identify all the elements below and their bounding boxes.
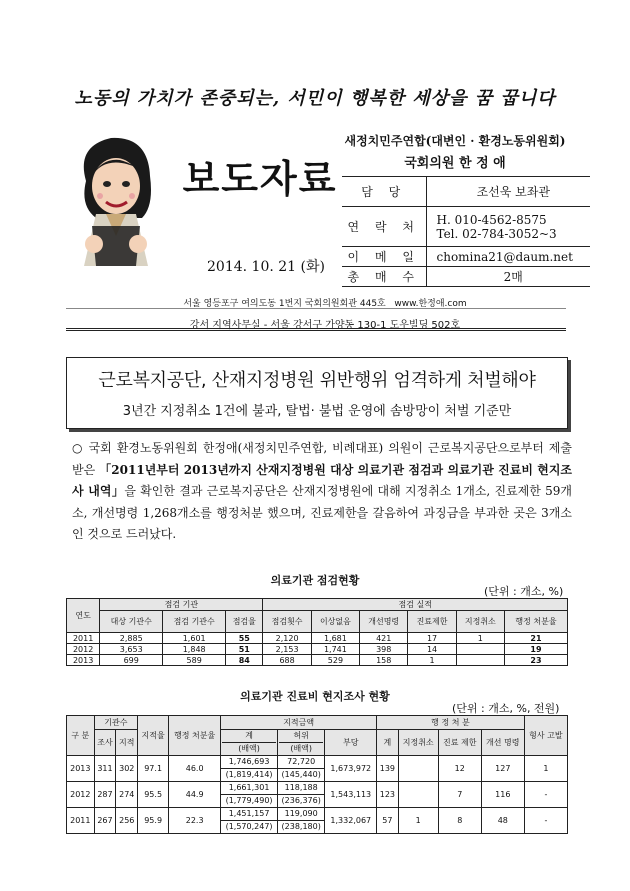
contact-key: 담 당 [342,177,426,207]
cell-sub: (238,180) [278,820,325,833]
cell-main: 119,090 [284,809,318,818]
tel-number: Tel. 02-784-3052~3 [436,226,557,241]
cell: 116 [481,782,524,808]
cell-sub: (145,440) [278,768,325,781]
col-header: 구 분 [67,716,95,756]
cell-main: 1,661,301 [228,783,270,792]
cell-main: 1,746,693 [228,757,270,766]
cell: 1 [524,756,567,782]
table-row [67,782,568,808]
table2-unit: (단위 : 개소, %, 전원) [452,702,560,715]
billing-survey-table [66,715,568,834]
col-group-header: 기관수 [94,716,138,730]
cell: 1 [408,655,456,666]
cell: 256 [116,808,138,834]
cell: 287 [94,782,116,808]
cell: - [524,782,567,808]
cell: 2013 [67,655,100,666]
cell: 699 [100,655,163,666]
col-header: 진료 제한 [438,730,481,756]
col-header: 개선명령 [360,611,408,633]
col-header: 점검횟수 [263,611,311,633]
cell: 3,653 [100,644,163,655]
cell [456,655,504,666]
cell [221,808,278,834]
cell-sub: (236,376) [278,794,325,807]
cell: 589 [163,655,226,666]
table-row [67,633,568,644]
col-header: 부당 [325,730,377,756]
slogan: 노동의 가치가 존중되는, 서민이 행복한 세상을 꿈 꿉니다 [74,88,556,109]
headline-box [66,357,568,429]
col-header: 계 [377,730,399,756]
col-header: 형사 고발 [524,716,567,756]
cell: 22.3 [169,808,221,834]
col-header: 지정취소 [456,611,504,633]
cell: 2,153 [263,644,311,655]
cell: 46.0 [169,756,221,782]
cell: 97.1 [138,756,169,782]
cell: 139 [377,756,399,782]
body-paragraph [72,438,572,546]
cell: 688 [263,655,311,666]
col-header: 점검 기관수 [163,611,226,633]
table-row [67,644,568,655]
cell: 1,601 [163,633,226,644]
press-release-title: 보도자료 [182,157,338,201]
cell: 529 [311,655,359,666]
headline: 근로복지공단, 산재지정병원 위반행위 엄격하게 처벌해야 [98,370,536,391]
cell: 2011 [67,808,95,834]
cell: 2012 [67,644,100,655]
cell: 51 [226,644,263,655]
table-row [67,756,568,782]
inspection-table [66,598,568,666]
cell: 44.9 [169,782,221,808]
col-header: 지적 [116,730,138,756]
cell [221,756,278,782]
col-header-sub: (배액) [279,742,324,755]
cell: 311 [94,756,116,782]
cell: 7 [438,782,481,808]
cell: 1,673,972 [325,756,377,782]
cell: 1,543,113 [325,782,377,808]
col-group-header: 점검 기관 [100,599,263,611]
cell: 95.5 [138,782,169,808]
divider [66,308,566,309]
col-header-sub: (배액) [222,742,276,755]
office-header [342,124,568,174]
subheadline: 3년간 지정취소 1건에 불과, 탈법· 불법 운영에 솜방망이 처벌 기준만 [122,404,512,419]
cell: 398 [360,644,408,655]
cell-main: 118,188 [284,783,318,792]
cell: 1,848 [163,644,226,655]
col-header: 진료제한 [408,611,456,633]
contact-key: 총 매 수 [342,267,426,287]
table-row [67,655,568,666]
cell: 1 [456,633,504,644]
address-line: 서울 영등포구 여의도동 1번지 국회의원회관 445호 [183,299,386,309]
col-header: 행정 처분율 [505,611,568,633]
cell: 19 [505,644,568,655]
cell-sub: (1,570,247) [221,820,277,833]
col-header: 대상 기관수 [100,611,163,633]
cell: 267 [94,808,116,834]
cell: 14 [408,644,456,655]
website-link[interactable]: www.한정애.com [394,299,467,309]
col-header-main: 허위 [293,731,309,740]
divider [66,328,566,331]
party-org: 새정치민주연합(대변인 · 환경노동위원회) [344,134,566,148]
cell: 127 [481,756,524,782]
cell: 2,120 [263,633,311,644]
cell: 2011 [67,633,100,644]
contact-key: 이 메 일 [342,247,426,267]
cell: 12 [438,756,481,782]
col-header [277,730,325,756]
cell-main: 72,720 [287,757,316,766]
contact-key: 연 락 처 [342,207,426,247]
cell: 1,741 [311,644,359,655]
col-header: 조사 [94,730,116,756]
col-header: 지정취소 [398,730,438,756]
cell: 55 [226,633,263,644]
cell [277,756,325,782]
cell [456,644,504,655]
contact-value: 2매 [426,267,590,287]
cell [398,756,438,782]
address-branch: 강서 지역사무실 - 서울 강서구 가양동 130-1 도우빌딩 502호 [189,320,461,331]
cell [277,808,325,834]
contact-table [342,176,590,287]
cell: 95.9 [138,808,169,834]
col-header: 연도 [67,599,100,633]
table1-title: 의료기관 점검현황 [270,574,360,587]
cell-sub: (1,779,490) [221,794,277,807]
contact-value: 조선욱 보좌관 [426,177,590,207]
cell-main: 1,451,157 [228,809,270,818]
cell: 274 [116,782,138,808]
cell: 123 [377,782,399,808]
body-text-bold: 「2011년부터 2013년까지 산재지정병원 대상 의료기관 점검과 의료기관 진료비 현지조사 내역」 [72,462,573,498]
member-name: 국회의원 한 정 애 [404,156,506,171]
col-group-header: 행 정 처 분 [377,716,525,730]
col-header: 점검율 [226,611,263,633]
cell: 2,885 [100,633,163,644]
cell: 2012 [67,782,95,808]
cell [221,782,278,808]
table1-unit: (단위 : 개소, %) [484,585,564,598]
cell [398,782,438,808]
cell: 1,681 [311,633,359,644]
cell-sub: (1,819,414) [221,768,277,781]
cell: 21 [505,633,568,644]
email-link[interactable]: chomina21@daum.net [426,247,590,267]
cell: - [524,808,567,834]
cell: 57 [377,808,399,834]
cell: 48 [481,808,524,834]
col-header: 지적율 [138,716,169,756]
cell: 23 [505,655,568,666]
cell: 158 [360,655,408,666]
lawmaker-caricature [66,126,166,276]
mobile-number: H. 010-4562-8575 [436,212,547,227]
cell: 17 [408,633,456,644]
table2-title: 의료기관 진료비 현지조사 현황 [240,690,390,703]
col-header: 이상없음 [311,611,359,633]
cell: 1,332,067 [325,808,377,834]
body-text-end: 을 확인한 결과 근로복지공단은 산재지정병원에 대해 지정취소 1개소, 진료제한 59개소, 개선명령 1,268개소를 행정처분 했으며, 진료제한을 갈음하여 과징금을 부과한 곳은 3개소인 것으로 드러났다. [72,484,572,541]
table-row [67,808,568,834]
col-group-header: 지적금액 [221,716,377,730]
release-date: 2014. 10. 21 (화) [207,259,325,275]
cell: 8 [438,808,481,834]
col-header: 개선 명령 [481,730,524,756]
cell: 1 [398,808,438,834]
cell: 84 [226,655,263,666]
cell: 302 [116,756,138,782]
col-header [221,730,278,756]
cell: 421 [360,633,408,644]
cell: 2013 [67,756,95,782]
col-header-main: 계 [245,731,253,740]
body-text-start: ○ 국회 환경노동위원회 한정애(새정치민주연합, 비례대표) 의원이 근로복지공단으로부터 제출받은 [72,441,572,477]
col-header: 행정 처분율 [169,716,221,756]
col-group-header: 점검 실적 [263,599,568,611]
contact-value [426,207,590,247]
cell [277,782,325,808]
